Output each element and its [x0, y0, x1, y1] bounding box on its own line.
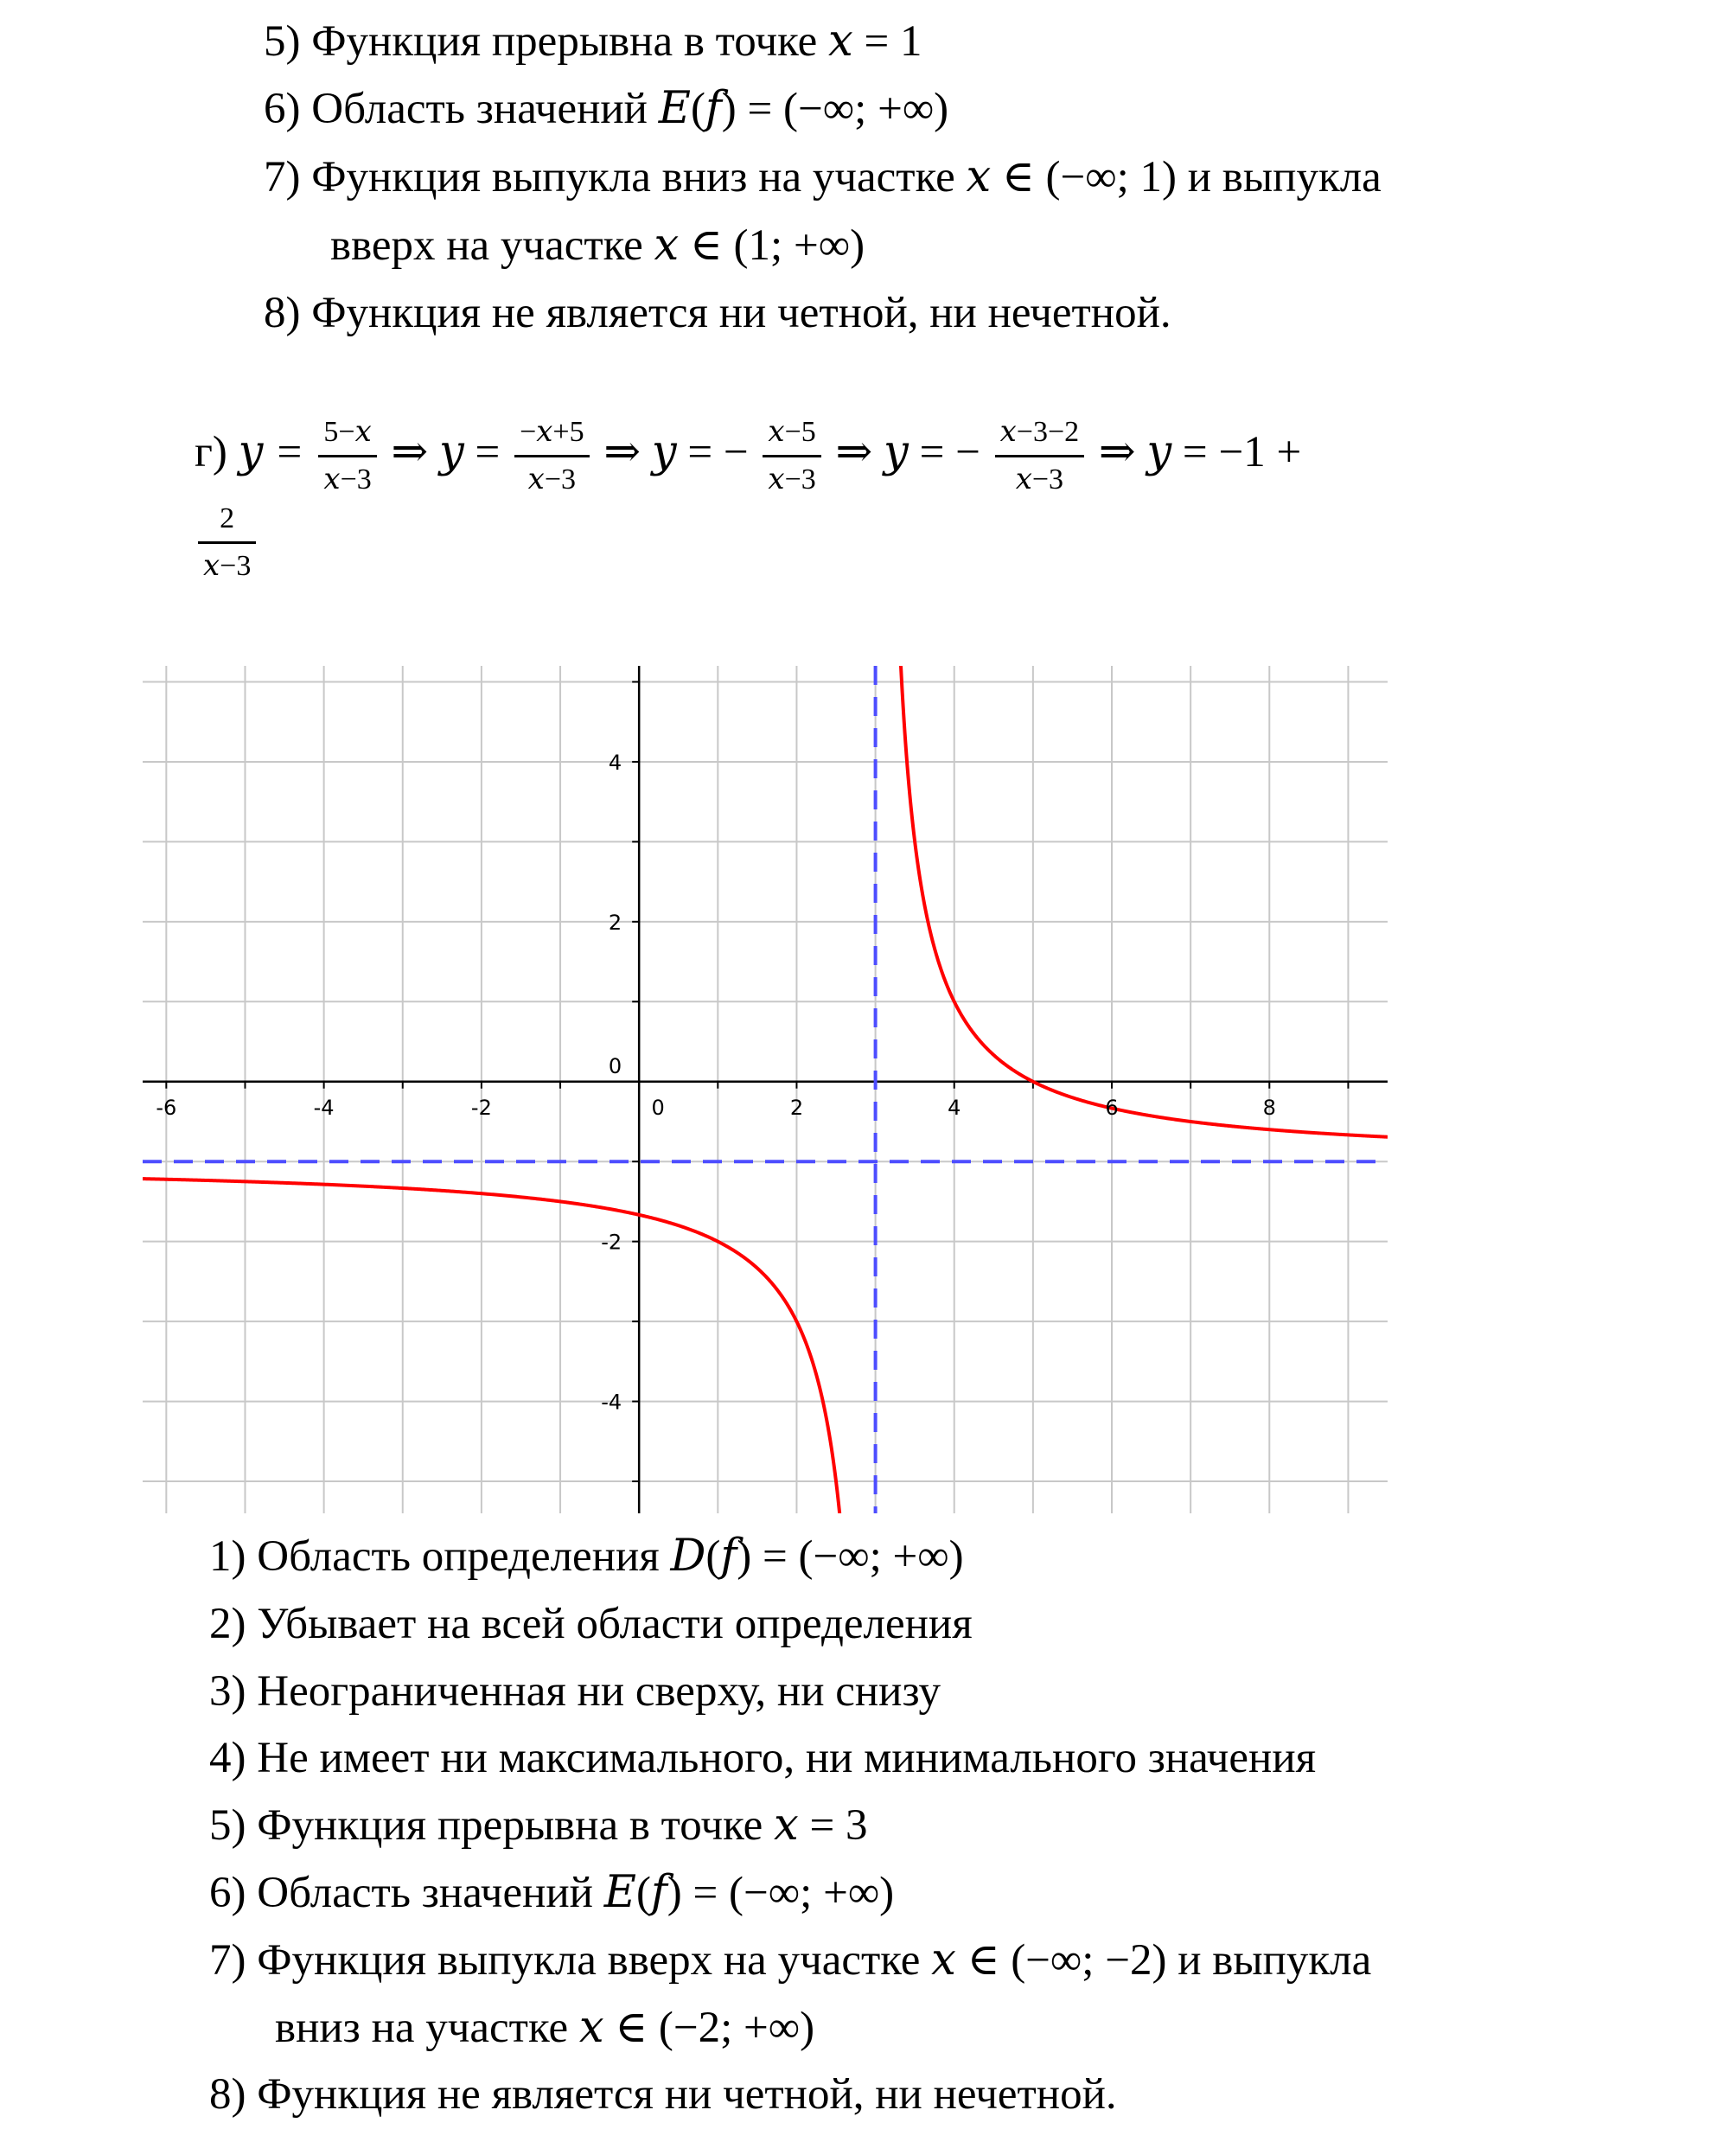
curves [143, 666, 1388, 1513]
equation-text: ⇒ 𝑦 = [391, 428, 501, 477]
x-tick-label: -2 [470, 1095, 492, 1120]
list-item [209, 1867, 894, 1919]
list-item [209, 1800, 868, 1851]
y-tick-label: 4 [608, 750, 622, 775]
list-item [264, 287, 1171, 339]
x-tick-label: 6 [1105, 1095, 1119, 1120]
item-text: Область определения 𝐷(𝑓) = (−∞; +∞) [257, 1532, 964, 1581]
item-number: 8) [209, 2070, 246, 2119]
equation-line [195, 413, 1301, 499]
y-tick-label: -2 [601, 1230, 622, 1255]
list-item [209, 1666, 941, 1717]
equation-text: ⇒ 𝑦 = − [603, 428, 749, 477]
equation-label: г) [195, 428, 227, 477]
x-tick-label: 2 [789, 1095, 804, 1120]
numerator: 5−𝑥 [318, 413, 376, 457]
asymptotes [143, 666, 1388, 1513]
y-tick-label: -4 [601, 1390, 622, 1415]
item-number: 8) [264, 289, 301, 337]
fraction [318, 413, 376, 499]
numerator: 𝑥−3−2 [995, 413, 1085, 457]
denominator: 𝑥−3 [323, 464, 372, 496]
item-number: 1) [209, 1532, 246, 1581]
x-tick-label: 4 [948, 1095, 961, 1120]
curve-left-branch [143, 1179, 850, 1513]
item-text: Неограниченная ни сверху, ни снизу [257, 1667, 941, 1716]
y-tick-label: 2 [608, 910, 622, 935]
list-item [264, 83, 948, 135]
item-text: Функция выпукла вверх на участке 𝑥 ∈ (−∞; −2) и выпукла [257, 1936, 1372, 1985]
equation-continuation [195, 500, 259, 585]
item-text: Область значений 𝐸(𝑓) = (−∞; +∞) [311, 85, 949, 133]
item-text: вверх на участке 𝑥 ∈ (1; +∞) [330, 221, 865, 270]
item-number: 3) [209, 1667, 246, 1716]
x-tick-label: -6 [156, 1095, 177, 1120]
list-item [209, 1531, 964, 1583]
item-number: 7) [264, 153, 301, 201]
item-number: 7) [209, 1936, 246, 1985]
equation-text: ⇒ 𝑦 = −1 + [1098, 428, 1302, 477]
list-item [209, 2068, 1117, 2120]
list-item [264, 151, 1382, 203]
curve-right-branch [899, 666, 1388, 1137]
equation-text: ⇒ 𝑦 = − [835, 428, 980, 477]
item-text: Функция прерывна в точке 𝑥 = 1 [311, 17, 922, 66]
item-text: Функция выпукла вниз на участке 𝑥 ∈ (−∞; 1) и выпукла [311, 153, 1382, 201]
fraction [995, 413, 1085, 499]
item-text: Функция не является ни четной, ни нечетной. [257, 2070, 1117, 2119]
item-text: Функция прерывна в точке 𝑥 = 3 [257, 1801, 868, 1850]
item-number: 6) [209, 1869, 246, 1917]
numerator: 𝑥−5 [763, 413, 820, 457]
fraction [763, 413, 820, 499]
item-number: 6) [264, 85, 301, 133]
x-tick-label: -4 [313, 1095, 335, 1120]
numerator: 2 [198, 500, 256, 544]
fraction [198, 500, 256, 585]
y-tick-label: 0 [608, 1053, 622, 1078]
item-text: Не имеет ни максимального, ни минимального значения [257, 1734, 1317, 1782]
list-item-continuation [275, 2002, 814, 2054]
list-item [209, 1598, 973, 1650]
list-item [209, 1934, 1371, 1986]
item-number: 5) [209, 1801, 246, 1850]
item-text: Область значений 𝐸(𝑓) = (−∞; +∞) [257, 1869, 895, 1917]
function-graph [143, 666, 1388, 1513]
grid [143, 666, 1388, 1513]
equation-text: 𝑦 = [238, 428, 304, 477]
denominator: 𝑥−3 [203, 550, 252, 582]
x-tick-label: 0 [651, 1095, 665, 1120]
x-tick-label: 8 [1262, 1095, 1276, 1120]
item-number: 5) [264, 17, 301, 66]
fraction [514, 413, 590, 499]
item-text: Функция не является ни четной, ни нечетной. [311, 289, 1171, 337]
item-text: вниз на участке 𝑥 ∈ (−2; +∞) [275, 2004, 815, 2052]
list-item-continuation [330, 220, 865, 272]
item-text: Убывает на всей области определения [257, 1600, 973, 1648]
denominator: 𝑥−3 [1015, 464, 1064, 496]
denominator: 𝑥−3 [768, 464, 816, 496]
axes [143, 666, 1388, 1513]
item-number: 4) [209, 1734, 246, 1782]
list-item [209, 1732, 1316, 1784]
item-number: 2) [209, 1600, 246, 1648]
numerator: −𝑥+5 [514, 413, 590, 457]
denominator: 𝑥−3 [527, 464, 576, 496]
list-item [264, 16, 922, 67]
